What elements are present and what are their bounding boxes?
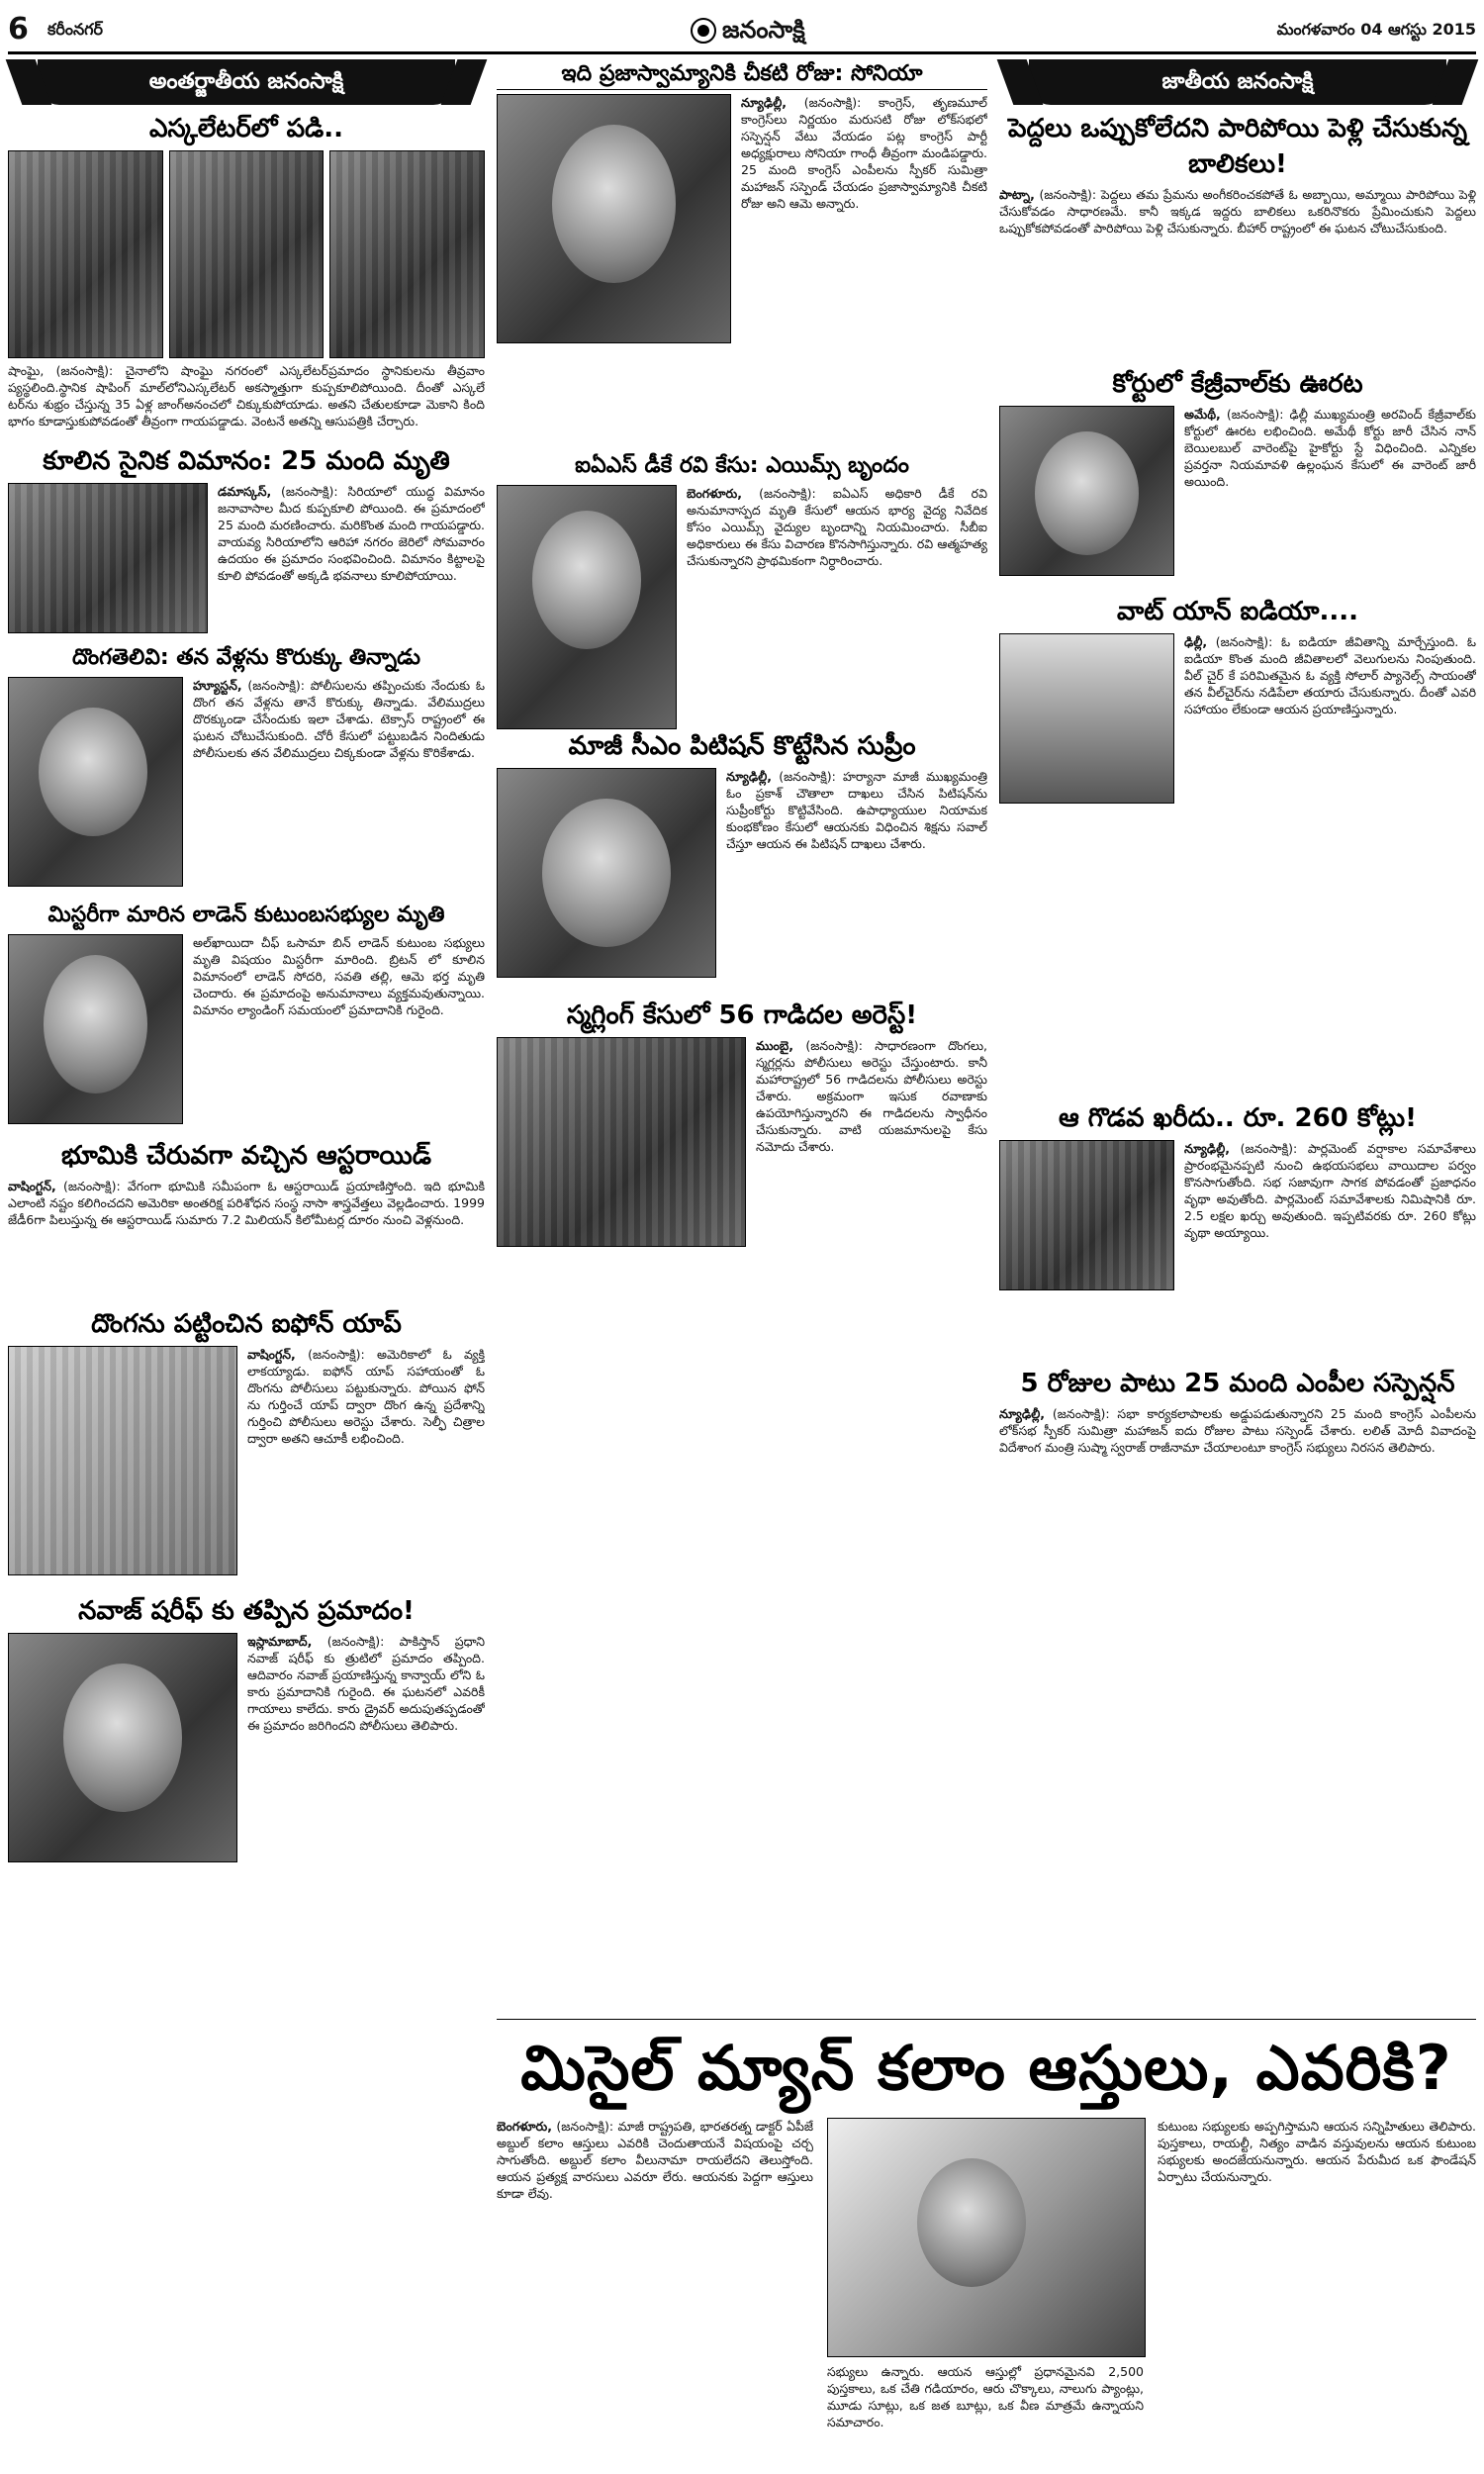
article-smuggling — [497, 998, 987, 1473]
body-smuggling: (జనంసాక్షి): సాధారణంగా దొంగలు, స్మగ్లర్లను పోలీసులు అరెస్టు చేస్తుంటారు. కానీ మహారాష్ట్రలో 56 గాడిదలను పోలీసులు అరెస్టు చేశారు. అక్రమంగా ఇసుక రవాణాకు ఉపయోగిస్తున్నారని ఈ గాడిదలను స్వాధీనం చేసుకున్నారు. వాటి యజమానులపై కేసు నమోదు చేశారు. — [756, 1038, 987, 1154]
body-supreme: (జనంసాక్షి): హర్యానా మాజీ ముఖ్యమంత్రి ఓం ప్రకాశ్ చౌతాలా దాఖలు చేసిన పిటిషన్‌ను సుప్రీంకోర్టు కొట్టివేసింది. ఉపాధ్యాయుల నియామక కుంభకోణం కేసులో ఆయనకు విధించిన శిక్షను సవాల్ చేస్తూ ఆయన ఈ పిటిషన్ దాఖలు చేశారు. — [726, 769, 987, 851]
thief-photo — [8, 677, 183, 887]
headline-girls: పెద్దలు ఒప్పుకోలేదని పారిపోయి పెళ్లి చేసుకున్న బాలికలు! — [1008, 114, 1467, 179]
kalam-photo — [827, 2118, 1146, 2357]
article-ravi — [497, 451, 987, 742]
headline-kejriwal: కోర్టులో కేజ్రీవాల్‌కు ఊరట — [1112, 369, 1363, 399]
article-kejriwal — [999, 366, 1476, 584]
headline-iphone: దొంగను పట్టించిన ఐఫోన్ యాప్ — [91, 1309, 402, 1339]
headline-sonia: ఇది ప్రజాస్వామ్యానికి చీకటి రోజు: సోనియా — [497, 59, 987, 90]
sonia-photo — [497, 94, 731, 343]
dateline-smuggling: ముంబై, — [756, 1038, 794, 1053]
body-kalam-right: కుటుంబ సభ్యులకు అప్పగిస్తామని ఆయన సన్నిహితులు తెలిపారు. పుస్తకాలు, రాయల్టీ, నిత్యం వాడిన వస్తువులను ఆయన కుటుంబ సభ్యులకు అందజేయనున్నారు. ఆయన పేరుమీద ఒక ఫౌండేషన్ ఏర్పాటు చేయనున్నారు. — [1158, 2119, 1476, 2184]
escalator-photo-3 — [329, 150, 485, 358]
body-idea: (జనంసాక్షి): ఓ ఐడియా జీవితాన్ని మార్చేస్తుంది. ఓ ఐడియా కొంత మంది జీవితాలలో వెలుగులను నింపుతుంది. వీల్ చైర్ కే పరిమితమైన ఓ వ్యక్తి సోలార్ ప్యానెల్స్ సాయంతో తన వీల్‌చైర్‌ను నడిపేలా తయారు చేసుకున్నారు. దీంతో ఎవరి సహాయం లేకుండా ఆయన ప్రయాణిస్తున్నారు. — [1184, 634, 1476, 716]
escalator-photo-2 — [169, 150, 325, 358]
escalator-photo-1 — [8, 150, 163, 358]
edition-name: కరీంనగర్ — [47, 20, 104, 39]
headline-suspension: 5 రోజుల పాటు 25 మంది ఎంపీల సస్పెన్షన్ — [1020, 1369, 1455, 1398]
dateline-idea: ఢిల్లీ, — [1184, 634, 1208, 649]
body-asteroid: (జనంసాక్షి): వేగంగా భూమికి సమీపంగా ఓ ఆస్టరాయిడ్ ప్రయాణిస్తోంది. ఇది భూమికి ఎలాంటి నష్టం కలిగించదని అమెరికా అంతరిక్ష పరిశోధన సంస్థ నాసా శాస్త్రవేత్తలు వెల్లడించారు. 1999 జేడీ6గా పిలుస్తున్న ఈ ఆస్టరాయిడ్ సుమారు 7.2 మిలియన్ కిలోమీటర్ల దూరం నుంచి వెళ్లనుంది. — [8, 1179, 485, 1227]
headline-supreme: మాజీ సీఎం పిటిషన్ కొట్టేసిన సుప్రీం — [568, 731, 916, 761]
body-kejriwal: (జనంసాక్షి): ఢిల్లీ ముఖ్యమంత్రి అరవింద్ కేజ్రీవాల్‌కు కోర్టులో ఊరట లభించింది. అమేథీ కోర్టు జారీ చేసిన నాన్ బెయిలబుల్ వారెంట్‌పై హైకోర్టు స్టే విధించింది. ఎన్నికల ప్రవర్తనా నియమావళి ఉల్లంఘన కేసులో ఈ వారెంట్ జారీ అయింది. — [1184, 407, 1476, 489]
body-iphone: (జనంసాక్షి): అమెరికాలో ఓ వ్యక్తి లాకయ్యాడు. ఐఫోన్ యాప్ సహాయంతో ఓ దొంగను పోలీసులు పట్టుకున్నారు. పోయిన ఫోన్ ను గుర్తించే యాప్ ద్వారా దొంగ ఉన్న ప్రదేశాన్ని గుర్తించి పోలీసులు అరెస్టు చేశారు. సెల్ఫీ చిత్రాల ద్వారా అతని ఆచూకీ లభించింది. — [247, 1347, 485, 1446]
section-banner-international: అంతర్జాతీయ జనంసాక్షి — [38, 59, 455, 105]
headline-nawaz: నవాజ్ షరీఫ్ కు తప్పిన ప్రమాదం! — [78, 1596, 415, 1626]
ravi-photo — [497, 485, 677, 729]
newspaper-logo — [691, 12, 805, 48]
article-thief — [8, 643, 485, 895]
headline-plane: కూలిన సైనిక విమానం: 25 మంది మృతి — [43, 446, 450, 476]
dateline-kalam: బెంగళూరు, — [497, 2119, 552, 2134]
parliament-photo — [999, 1140, 1174, 1290]
dateline-ravi: బెంగళూరు, — [687, 486, 742, 501]
dateline-plane: డమాస్కస్, — [218, 484, 272, 499]
headline-idea: వాట్ యాన్ ఐడియా.... — [1117, 597, 1358, 626]
body-nawaz: (జనంసాక్షి): పాకిస్తాన్ ప్రధాని నవాజ్ షరీఫ్ కు త్రుటిలో ప్రమాదం తప్పింది. ఆదివారం నవాజ్ ప్రయాణిస్తున్న కాన్వాయ్ లోని ఓ కారు ప్రమాదానికి గురైంది. ఈ ఘటనలో ఎవరికీ గాయాలు కాలేదు. కారు డ్రైవర్ అదుపుతప్పడంతో ఈ ప్రమాదం జరిగిందని పోలీసులు తెలిపారు. — [247, 1634, 485, 1733]
dateline-kejriwal: అమేథీ, — [1184, 407, 1221, 422]
body-ravi: (జనంసాక్షి): ఐఏఎస్ అధికారి డీకే రవి అనుమానాస్పద మృతి కేసులో ఆయన భార్య వైద్య నివేదిక కోసం ఎయిమ్స్ వైద్యుల బృందాన్ని నియమించారు. సీబీఐ అధికారులు ఈ కేసు విచారణ కొనసాగిస్తున్నారు. రవి ఆత్మహత్య చేసుకున్నారని ప్రాథమికంగా నిర్ధారించారు. — [687, 486, 987, 568]
article-nawaz — [8, 1593, 485, 1870]
masthead — [8, 8, 1476, 54]
dateline-iphone: వాషింగ్టన్, — [247, 1347, 296, 1362]
dateline-suspension: న్యూఢిల్లీ, — [999, 1406, 1046, 1421]
wheelchair-photo — [999, 633, 1174, 804]
body-sonia: (జనంసాక్షి): కాంగ్రెస్, తృణమూల్ కాంగ్రెస్‌లు నిర్ణయం మరుసటి రోజు లోక్‌సభలో సస్పెన్షన్ వేటు వేయడం పట్ల కాంగ్రెస్ పార్టీ అధ్యక్షురాలు సోనియా గాంధీ తీవ్రంగా మండిపడ్డారు. 25 మంది కాంగ్రెస్ ఎంపీలను స్పీకర్ సుమిత్రా మహాజన్ సస్పెండ్ చేయడం ప్రజాస్వామ్యానికి చీకటి రోజు అని ఆమె అన్నారు. — [741, 95, 987, 211]
escalator-photos — [8, 150, 485, 358]
headline-fight: ఆ గొడవ ఖరీదు.. రూ. 260 కోట్లు! — [1058, 1103, 1418, 1133]
plane-photo — [8, 483, 208, 633]
body-thief: (జనంసాక్షి): పోలీసులను తప్పించుకు నేందుకు ఓ దొంగ తన వేళ్లను తానే కొరుక్కు తిన్నాడు. వేలిముద్రలు దొరక్కుండా చేసేందుకు ఇలా చేశాడు. టెక్సాస్ రాష్ట్రంలో ఈ ఘటన చోటుచేసుకుంది. చోరీ కేసులో పట్టుబడిన నిందితుడు పోలీసులకు తన వేలిముద్రలు చిక్కకుండా వేళ్లను కొరికేశాడు. — [193, 678, 485, 760]
headline-escalator: ఎస్కలేటర్‌లో పడి.. — [148, 114, 344, 143]
dateline-sonia: న్యూఢిల్లీ, — [741, 95, 788, 110]
article-plane — [8, 443, 485, 641]
body-girls: (జనంసాక్షి): పెద్దలు తమ ప్రేమను అంగీకరించకపోతే ఓ అబ్బాయి, అమ్మాయి పారిపోయి పెళ్లి చేసుకోవడం సాధారణమే. కానీ ఇక్కడ ఇద్దరు బాలికలు ఒకరినొకరు ప్రేమించుకుని పెద్దలు ఒప్పుకోకపోవడంతో పారిపోయి పెళ్లి చేసుకున్నారు. బీహార్ రాష్ట్రంలో ఈ ఘటన చోటుచేసుకుంది. — [999, 187, 1476, 236]
article-fight — [999, 1100, 1476, 1378]
body-kalam-left: (జనంసాక్షి): మాజీ రాష్ట్రపతి, భారతరత్న డాక్టర్ ఏపీజే అబ్దుల్ కలాం ఆస్తులు ఎవరికి చెందుతాయనే విషయంపై చర్చ సాగుతోంది. అబ్దుల్ కలాం వీలునామా రాయలేదని తెలుస్తోంది. ఆయన ప్రత్యక్ష వారసులు ఎవరూ లేరు. ఆయనకు పెద్దగా ఆస్తులు కూడా లేవు. — [497, 2119, 813, 2201]
section-banner-national: జాతీయ జనంసాక్షి — [1029, 59, 1446, 105]
kejriwal-photo — [999, 406, 1174, 576]
headline-laden: మిస్టరీగా మారిన లాడెన్ కుటుంబసభ్యుల మృతి — [47, 903, 445, 927]
article-asteroid — [8, 1138, 485, 1296]
dateline-girls: పాట్నా, — [999, 187, 1035, 202]
issue-date: మంగళవారం 04 ఆగస్టు 2015 — [1276, 20, 1476, 39]
laden-photo — [8, 934, 183, 1124]
bottom-divider — [497, 2019, 1476, 2020]
body-escalator: షాంఘై, (జనంసాక్షి): చైనాలోని షాంఘై నగరంలో ఎస్కలేటర్‌ప్రమాదం స్థానికులను తీవ్రవాం ప్యస్థలింది.స్థానిక షాపింగ్ మాల్‌లోనిఎస్కలేటర్ అకస్మాత్తుగా కుప్పకూలిపోయింది. దీంతో ఎస్కలే టర్‌ను శుభ్రం చేస్తున్న 35 ఏళ్ల జాంగ్‌అనంచలో చిక్కుకుపోయాడు. అతని చేతులకూడా మెకాని కింది భాగం కూడాస్తుకుపోవడంతో తీవ్రంగా గాయపడ్డాడు. వెంటనే అతన్ని ఆసుపత్రికి చేర్చారు. — [8, 363, 485, 428]
headline-kalam: మిసైల్ మ్యాన్ కలాం ఆస్తులు, ఎవరికి? — [520, 2032, 1452, 2104]
logo-text: జనంసాక్షి — [722, 16, 805, 44]
nawaz-photo — [8, 1633, 237, 1862]
headline-smuggling: స్మగ్లింగ్ కేసులో 56 గాడిదల అరెస్ట్! — [566, 1000, 918, 1030]
headline-thief: దొంగతెలివి: తన వేళ్లను కొరుక్కు తిన్నాడు — [72, 645, 420, 670]
body-kalam-mid: సభ్యులు ఉన్నారు. ఆయన ఆస్తుల్లో ప్రధానమైనవి 2,500 పుస్తకాలు, ఒక చేతి గడియారం, ఆరు చొక్కాలు, నాలుగు ప్యాంట్లు, మూడు సూట్లు, ఒక జత బూట్లు, ఒక వీణ మాత్రమే ఉన్నాయని సమాచారం. — [827, 2364, 1144, 2429]
body-plane: (జనంసాక్షి): సిరియాలో యుద్ధ విమానం జనావాసాల మీద కుప్పకూలి పోయింది. ఈ ప్రమాదంలో 25 మంది మరణించారు. మరికొంత మంది గాయపడ్డారు. వాయవ్య సిరియాలోని ఆరిహా నగరం జెరిలో సోమవారం ఉదయం ఈ ప్రమాదం సంభవించింది. విమానం కిట్టాలపై కూలి పోవడంతో అక్కడి భవనాలు కూలిపోయాయి. — [218, 484, 485, 583]
article-supreme — [497, 728, 987, 986]
chautala-photo — [497, 768, 716, 978]
logo-icon — [691, 18, 716, 44]
body-fight: (జనంసాక్షి): పార్లమెంట్ వర్షాకాల సమావేశాలు ప్రారంభమైనప్పటి నుంచి ఉభయసభలు వాయిదాల పర్వం కొనసాగుతోంది. సభ సజావుగా సాగక పోవడంతో ప్రజాధనం వృథా అవుతోంది. పార్లమెంట్ సమావేశాలకు నిమిషానికి రూ. 2.5 లక్షల ఖర్చు అవుతుంది. ఇప్పటివరకు రూ. 260 కోట్లు వృథా అయ్యాయి. — [1184, 1141, 1476, 1240]
article-laden — [8, 901, 485, 1132]
page-number: 6 — [8, 12, 29, 47]
article-kalam — [497, 2029, 1476, 2454]
dateline-supreme: న్యూఢిల్లీ, — [726, 769, 773, 784]
dateline-thief: హ్యూస్టన్, — [193, 678, 242, 693]
dateline-fight: న్యూఢిల్లీ, — [1184, 1141, 1231, 1156]
iphone-photo — [8, 1346, 237, 1575]
headline-asteroid: భూమికి చేరువగా వచ్చిన ఆస్టరాయిడ్ — [60, 1141, 432, 1171]
donkeys-photo — [497, 1037, 746, 1247]
dateline-nawaz: ఇస్లామాబాద్, — [247, 1634, 313, 1649]
headline-ravi: ఐఏఎస్ డీకే రవి కేసు: ఎయిమ్స్ బృందం — [575, 453, 909, 478]
article-girls — [999, 111, 1476, 354]
article-iphone — [8, 1306, 485, 1583]
right-column — [999, 59, 1476, 1455]
dateline-asteroid: వాషింగ్టన్, — [8, 1179, 56, 1193]
article-sonia — [497, 59, 987, 450]
left-column — [8, 59, 485, 1733]
article-escalator — [8, 111, 485, 431]
article-suspension — [999, 1366, 1476, 1643]
article-idea — [999, 594, 1476, 1098]
body-laden: అల్‌ఖాయిదా చీఫ్ ఒసామా బిన్ లాడెన్ కుటుంబ సభ్యులు మృతి విషయం మిస్టరీగా మారింది. బ్రిటన్ లో కూలిన విమానంలో లాడెన్ సోదరి, సవతి తల్లి, ఆమె భర్త మృతి చెందారు. ఈ ప్రమాదంపై అనుమానాలు వ్యక్తమవుతున్నాయి. విమానం ల్యాండింగ్ సమయంలో ప్రమాదానికి గురైంది. — [193, 935, 485, 1017]
body-suspension: (జనంసాక్షి): సభా కార్యకలాపాలకు అడ్డుపడుతున్నారని 25 మంది కాంగ్రెస్ ఎంపీలను లోక్‌సభ స్పీకర్ సుమిత్రా మహాజన్ ఐదు రోజుల పాటు సస్పెండ్ చేశారు. లలిత్ మోదీ వివాదంపై విదేశాంగ మంత్రి సుష్మా స్వరాజ్ రాజీనామా చేయాలంటూ కాంగ్రెస్ సభ్యులు నిరసన తెలిపారు. — [999, 1406, 1476, 1455]
